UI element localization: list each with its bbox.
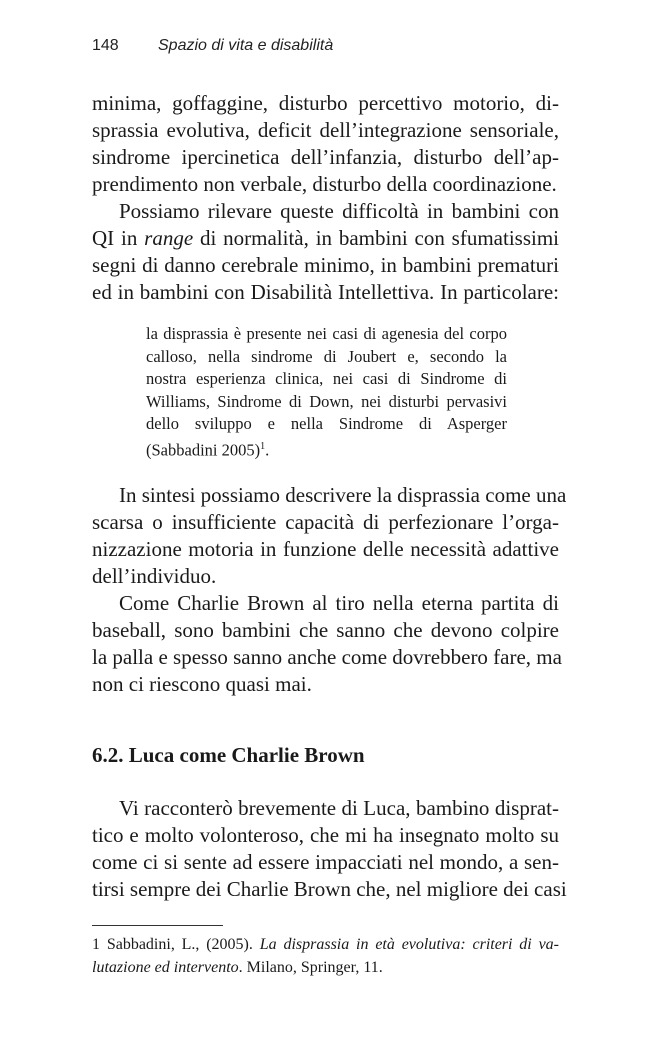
paragraph-block-3 [92,795,567,903]
quote-line: nostra esperienza clinica, nei casi di Sindrome di [146,369,507,388]
footnote-line: 1 Sabbadini, L., (2005). La disprassia in età evolutiva: criteri di va- [92,936,559,953]
paragraph-line: Possiamo rilevare queste difficoltà in bambini con [119,199,559,223]
paragraph-4 [92,590,562,698]
paragraph-line: segni di danno cerebrale minimo, in bambini prematuri [92,253,559,277]
emphasis-range: range [144,226,194,250]
paragraph-line: ed in bambini con Disabilità Intellettiva. In particolare: [92,280,559,304]
paragraph-line: baseball, sono bambini che sanno che devono colpire [92,618,559,642]
paragraph-line: tirsi sempre dei Charlie Brown che, nel migliore dei casi [92,877,567,901]
quote-line: calloso, nella sindrome di Joubert e, secondo la [146,346,507,366]
running-title: Spazio di vita e disabilità [158,37,334,54]
paragraph-line: scarsa o insufficiente capacità di perfezionare l’orga- [92,510,559,534]
paragraph-line: sprassia evolutiva, deficit dell’integrazione sensoriale, [92,118,559,142]
paragraph-block-1 [92,90,559,306]
paragraph-line: tico e molto volonteroso, che mi ha insegnato molto su [92,823,559,847]
block-quote [146,323,507,462]
paragraph-3 [92,482,567,590]
paragraph-line: non ci riescono quasi mai. [92,672,312,696]
paragraph-line: sindrome ipercinetica dell’infanzia, disturbo dell’ap- [92,145,559,169]
paragraph-line: In sintesi possiamo descrivere la disprassia come una [119,483,567,507]
quote-line: (Sabbadini 2005)$^1$. [146,440,270,459]
running-header [92,37,333,55]
footnote-reference[interactable]: 1 [260,440,266,452]
paragraph-2 [92,198,559,306]
footnote [92,933,559,979]
paragraph-line: dell’individuo. [92,564,217,588]
paragraph-5 [92,795,567,903]
paragraph-line: QI in range di normalità, in bambini con sfumatissimi [92,226,559,250]
section-heading: 6.2. Luca come Charlie Brown [92,743,365,767]
paragraph-line: come ci si sente ad essere impacciati nel mondo, a sen- [92,850,559,874]
paragraph-line: nizzazione motoria in funzione delle necessità adattive [92,537,559,561]
quote-line: la disprassia è presente nei casi di agenesia del corpo [146,324,507,343]
paragraph-line: Come Charlie Brown al tiro nella eterna partita di [119,591,559,615]
paragraph-1 [92,90,559,198]
footnote-divider [92,925,223,926]
quote-line: dello sviluppo e nella Sindrome di Asperger [146,414,507,433]
paragraph-line: minima, goffaggine, disturbo percettivo motorio, di- [92,91,559,115]
page-number: 148 [92,37,119,54]
quote-line: Williams, Sindrome di Down, nei disturbi pervasivi [146,391,507,411]
paragraph-line: prendimento non verbale, disturbo della coordinazione. [92,172,557,196]
paragraph-line: la palla e spesso sanno anche come dovrebbero fare, ma [92,645,562,669]
paragraph-line: Vi racconterò brevemente di Luca, bambino disprat- [119,796,559,820]
footnote-line: lutazione ed intervento. Milano, Springer, 11. [92,959,383,976]
paragraph-block-2 [92,482,567,698]
